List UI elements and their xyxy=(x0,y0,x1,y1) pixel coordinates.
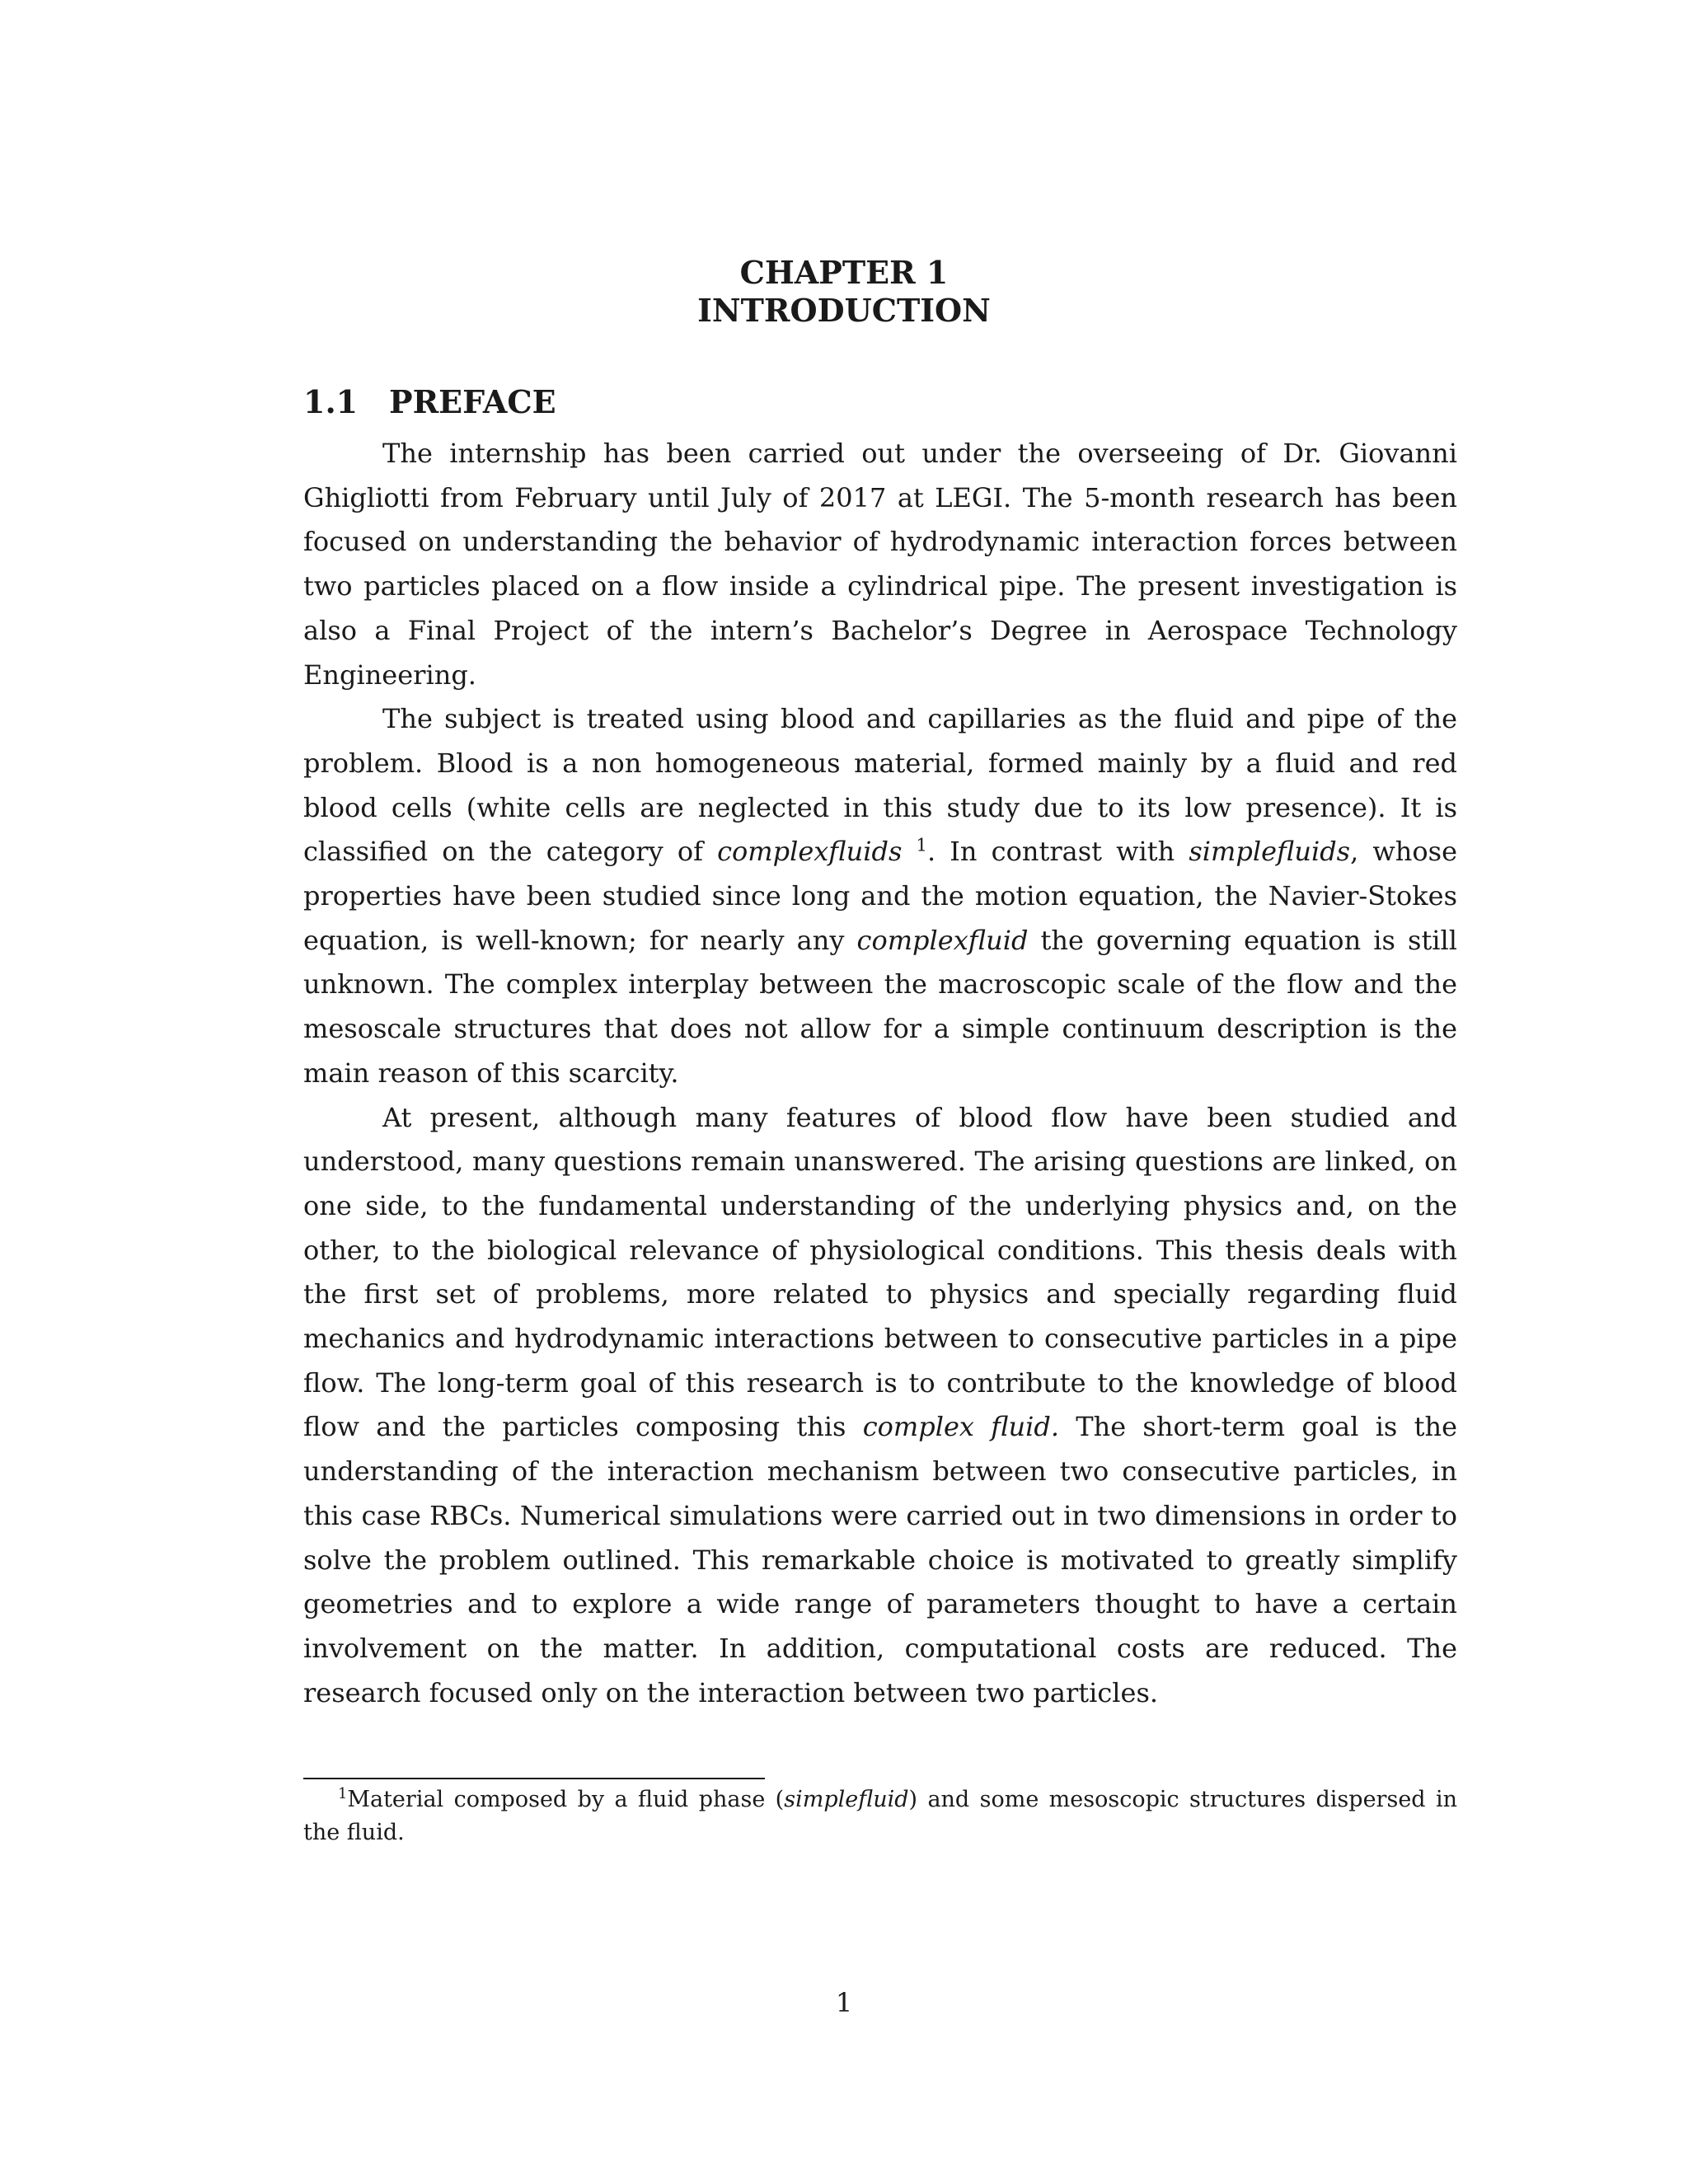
chapter-heading xyxy=(0,254,1688,330)
footnote-reference: 1 xyxy=(916,834,927,855)
paragraph-3-text-b: The short-term goal is the understanding of the interaction mechanism between two consecutive particles, in this case RBCs. Numerical simulations were carried out in two dimensions in order to solve the problem outlined. This remarkable choice is motivated to greatly simplify geometries and to explore a wide range of parameters thought to have a certain involvement on the matter. In addition, computational costs are reduced. The research focused only on the interaction between two particles. xyxy=(303,1411,1457,1708)
footnote-text-b: ) and some mesoscopic structures dispersed in the fluid. xyxy=(303,1787,1457,1845)
chapter-title: INTRODUCTION xyxy=(697,292,991,329)
section-title: PREFACE xyxy=(389,383,556,420)
paragraph-2-text-d: the governing equation is still unknown. The complex interplay between the macroscopic scale of the flow and the mesoscale structures that does not allow for a simple continuum description is the main reason of this scarcity. xyxy=(303,924,1458,1089)
term-complexfluids: complexfluids xyxy=(717,836,903,868)
footnote-text-a: Material composed by a fluid phase ( xyxy=(347,1787,785,1812)
footnote-number: 1 xyxy=(338,1785,348,1803)
footnote-divider xyxy=(303,1778,765,1779)
section-heading xyxy=(303,381,556,424)
footnote xyxy=(303,1783,1457,1849)
term-complexfluid: complexfluid xyxy=(856,924,1029,956)
paragraph-2-text-c: , whose properties have been studied since long and the motion equation, the Navier-Stokes equation, is well-known; for nearly any xyxy=(303,836,1458,956)
paragraph-2 xyxy=(303,697,1457,1095)
paragraph-1: The internship has been carried out under the overseeing of Dr. Giovanni Ghigliotti from February until July of 2017 at LEGI. The 5-month research has been focused on understanding the behavior of hydrodynamic interaction forces between two particles placed on a flow inside a cylindrical pipe. The present investigation is also a Final Project of the intern’s Bachelor’s Degree in Aerospace Technology Engineering. xyxy=(303,438,1457,691)
paragraph-3-text-a: At present, although many features of blood flow have been studied and understood, many questions remain unanswered. The arising questions are linked, on one side, to the fundamental understanding of the underlying physics and, on the other, to the biological relevance of physiological conditions. This thesis deals with the first set of problems, more related to physics and specially regarding fluid mechanics and hydrodynamic interactions between to consecutive particles in a pipe flow. The long-term goal of this research is to contribute to the knowledge of blood flow and the particles composing this xyxy=(303,1101,1457,1443)
body-text xyxy=(303,432,1457,1715)
paragraph-3 xyxy=(303,1096,1457,1716)
chapter-label: CHAPTER 1 xyxy=(739,254,949,291)
paragraph-2-text-a: The subject is treated using blood and capillaries as the fluid and pipe of the problem. Blood is a non homogeneous material, formed mainly by a fluid and red blood cells (white cells are neglected in this study due to its low presence). It is classified on the category of xyxy=(303,703,1457,868)
page-number: 1 xyxy=(835,1987,853,2018)
term-simplefluids: simplefluids xyxy=(1189,836,1351,868)
section-number: 1.1 xyxy=(303,383,359,420)
footnote-term: simplefluid xyxy=(784,1787,909,1812)
paragraph-2-text-b: . In contrast with xyxy=(926,836,1189,868)
term-complex-fluid: complex fluid. xyxy=(862,1411,1060,1443)
